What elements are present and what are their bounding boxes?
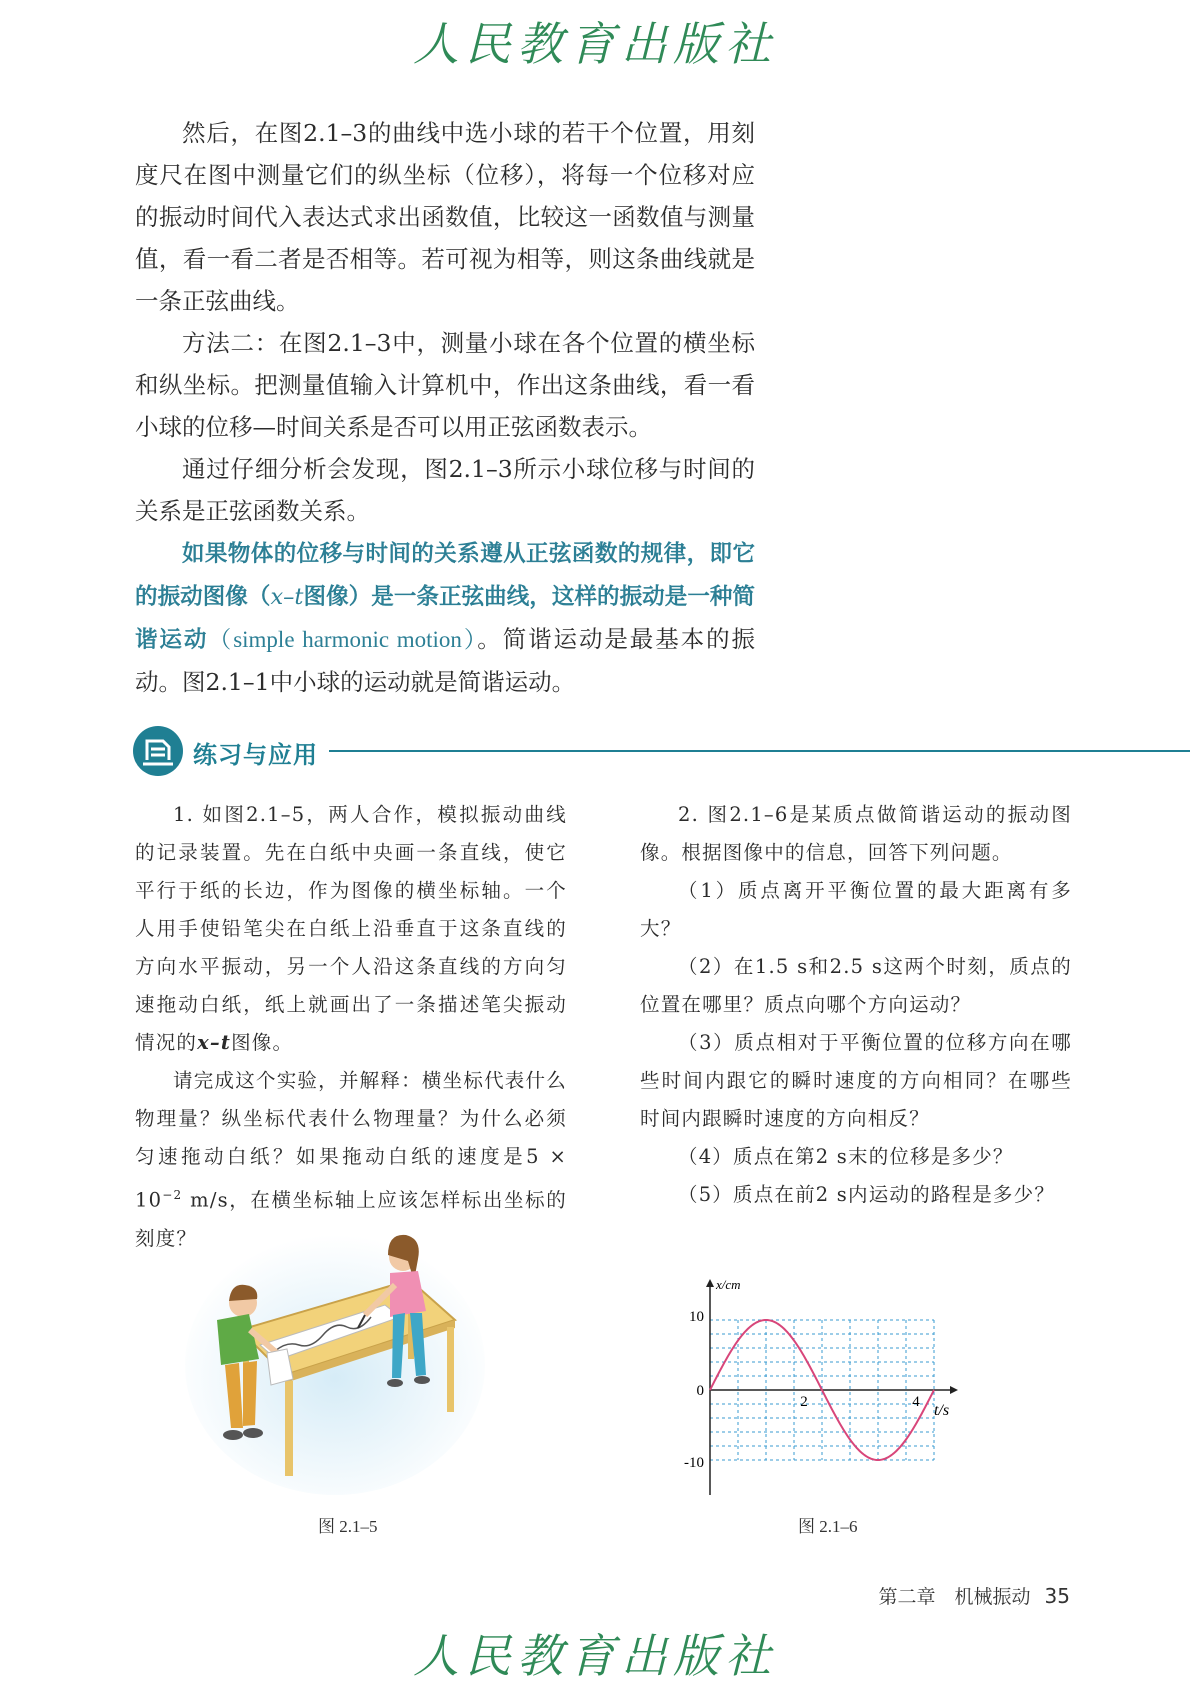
publisher-logo-top: 人民教育出版社: [413, 17, 777, 71]
definition-rest: 。简谐运动是最基本的振动。图2.1–1中小球的运动就是简谐运动。: [135, 625, 756, 696]
y-axis-arrow: [706, 1279, 714, 1287]
page-number: 35: [1044, 1584, 1070, 1608]
question-2-part-1: （1）质点离开平衡位置的最大距离有多大？: [640, 879, 1072, 940]
main-text: [135, 112, 755, 703]
question-2-part-3: （3）质点相对于平衡位置的位移方向在哪些时间内跟它的瞬时速度的方向相同？在哪些时间内跟瞬时速度的方向相反？: [640, 1031, 1072, 1130]
exercise-right-column: [640, 796, 1072, 1214]
english-term: （simple harmonic motion）: [208, 627, 478, 652]
paragraph-1: 然后，在图2.1–3的曲线中选小球的若干个位置，用刻度尺在图中测量它们的纵坐标（位移），将每一个位移对应的振动时间代入表达式求出函数值，比较这一函数值与测量值，看一看二者是否相等。若可视为相等，则这条曲线就是一条正弦曲线。: [135, 119, 755, 315]
question-1-text: 1. 如图2.1–5，两人合作，模拟振动曲线的记录装置。先在白纸中央画一条直线，使它平行于纸的长边，作为图像的横坐标轴。一个人用手使铅笔尖在白纸上沿垂直于这条直线的方向水平振动，另一个人沿这条直线的方向匀速拖动白纸，纸上就画出了一条描述笔尖振动情况的: [135, 803, 567, 1054]
definition-highlight-a: 如果物体的位移与时间的关系遵从正弦函数的规律，即它的振动图像（: [135, 541, 755, 610]
exercise-icon: [133, 726, 183, 776]
paragraph-2: 方法二：在图2.1–3中，测量小球在各个位置的横坐标和纵坐标。把测量值输入计算机中，作出这条曲线，看一看小球的位移—时间关系是否可以用正弦函数表示。: [135, 329, 755, 441]
exercise-left-column: [135, 796, 567, 1258]
publisher-logo-bottom: 人民教育出版社: [413, 1629, 777, 1683]
header-rule: [329, 750, 1190, 752]
y-tick-10: 10: [689, 1309, 704, 1325]
exponent: −2: [162, 1188, 183, 1202]
chapter-title: 第二章 机械振动: [878, 1586, 1031, 1608]
figure-2-1-5-illustration: [185, 1225, 485, 1495]
page-footer: [879, 1582, 1070, 1609]
question-2-part-4: （4）质点在第2 s末的位移是多少？: [678, 1145, 1014, 1168]
y-tick-neg10: -10: [684, 1455, 704, 1471]
question-2: 2. 图2.1–6是某质点做简谐运动的振动图像。根据图像中的信息，回答下列问题。: [640, 803, 1072, 864]
question-1-task-a: 请完成这个实验，并解释：横坐标代表什么物理量？纵坐标代表什么物理量？为什么必须匀速拖动白纸？如果拖动白纸的速度是5 × 10: [135, 1069, 567, 1212]
question-1-end: 图像。: [231, 1031, 294, 1054]
x-axis-label: t/s: [934, 1402, 950, 1419]
question-2-part-5: （5）质点在前2 s内运动的路程是多少？: [678, 1183, 1056, 1206]
paragraph-3: 通过仔细分析会发现，图2.1–3所示小球位移与时间的关系是正弦函数关系。: [135, 455, 755, 525]
x-tick-4: 4: [912, 1394, 920, 1410]
y-tick-0: 0: [696, 1383, 704, 1399]
exercise-header: [133, 726, 1190, 778]
question-2-part-2: （2）在1.5 s和2.5 s这两个时刻，质点的位置在哪里？质点向哪个方向运动？: [640, 955, 1072, 1016]
xt-variable: x–t: [270, 584, 304, 610]
exercise-title: 练习与应用: [193, 741, 318, 769]
figure-2-1-6-chart: [680, 1275, 980, 1505]
figure-2-1-6-caption: 图 2.1–6: [798, 1517, 858, 1536]
question-1-var: x–t: [197, 1031, 232, 1054]
y-axis-label: x/cm: [716, 1277, 741, 1292]
question-1-task-b: m/s，在横坐标轴上应该怎样标出坐标的刻度？: [135, 1188, 567, 1250]
question-1: [135, 796, 567, 1062]
definition-paragraph: [135, 532, 755, 703]
x-axis-arrow: [950, 1386, 958, 1394]
figure-2-1-5-caption: 图 2.1–5: [318, 1517, 378, 1536]
x-tick-2: 2: [800, 1394, 808, 1410]
definition-highlight-b: 图像）是一条正弦曲线，这样的振动是一种简谐运动: [135, 584, 755, 653]
